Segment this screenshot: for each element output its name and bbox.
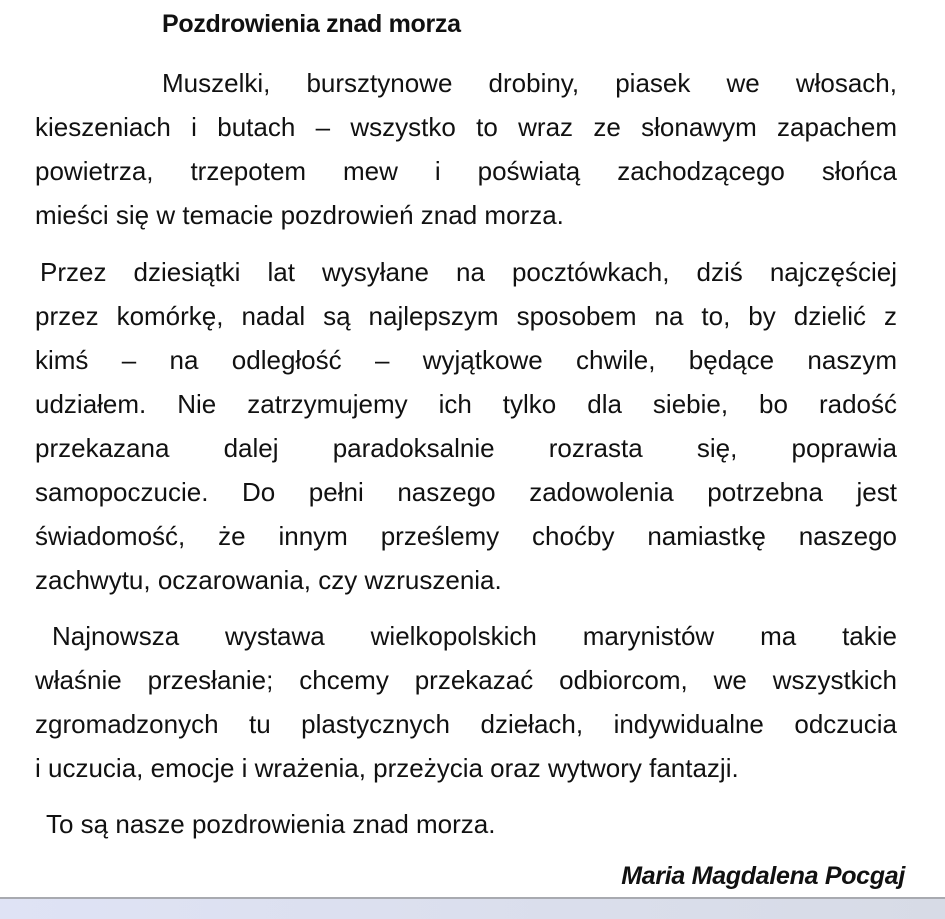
bottom-bar — [0, 897, 945, 919]
paragraph-line: świadomość, że innym prześlemy choćby namiastkę naszego — [35, 521, 897, 551]
paragraph-line: To są nasze pozdrowienia znad morza. — [46, 809, 496, 839]
paragraph-line: powietrza, trzepotem mew i poświatą zachodzącego słońca — [35, 156, 897, 186]
signature: Maria Magdalena Pocgaj — [621, 862, 905, 890]
paragraph-line: kimś – na odległość – wyjątkowe chwile, będące naszym — [35, 345, 897, 375]
paragraph-line: zgromadzonych tu plastycznych dziełach, indywidualne odczucia — [35, 709, 897, 739]
paragraph-line: samopoczucie. Do pełni naszego zadowolenia potrzebna jest — [35, 477, 897, 507]
paragraph-line: Muszelki, bursztynowe drobiny, piasek we włosach, — [162, 68, 897, 98]
paragraph-line: kieszeniach i butach – wszystko to wraz ze słonawym zapachem — [35, 112, 897, 142]
paragraph-line: właśnie przesłanie; chcemy przekazać odbiorcom, we wszystkich — [35, 665, 897, 695]
paragraph-line: przez komórkę, nadal są najlepszym sposobem na to, by dzielić z — [35, 301, 897, 331]
paragraph-line: Najnowsza wystawa wielkopolskich marynistów ma takie — [52, 621, 897, 651]
document-title: Pozdrowienia znad morza — [162, 10, 461, 38]
paragraph-line: Przez dziesiątki lat wysyłane na pocztówkach, dziś najczęściej — [40, 257, 897, 287]
paragraph-line: mieści się w temacie pozdrowień znad morza. — [35, 200, 564, 230]
paragraph-line: przekazana dalej paradoksalnie rozrasta się, poprawia — [35, 433, 897, 463]
paragraph-line: zachwytu, oczarowania, czy wzruszenia. — [35, 565, 502, 595]
paragraph-line: i uczucia, emocje i wrażenia, przeżycia oraz wytwory fantazji. — [35, 753, 739, 783]
paragraph-line: udziałem. Nie zatrzymujemy ich tylko dla siebie, bo radość — [35, 389, 897, 419]
